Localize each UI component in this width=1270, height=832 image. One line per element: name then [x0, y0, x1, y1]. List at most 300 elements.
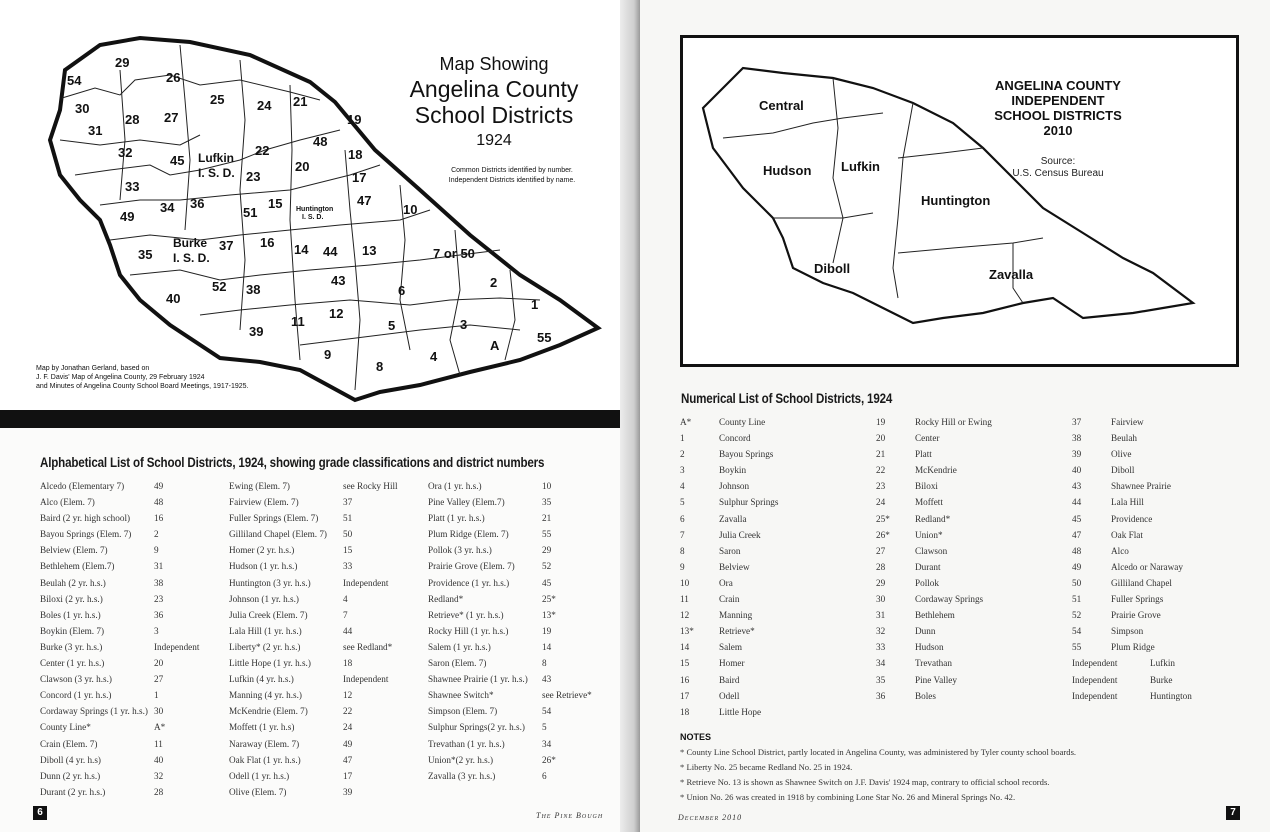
- map-1924-year: 1924: [476, 132, 512, 149]
- list-cell-secondary: 10: [542, 481, 552, 491]
- list-cell-primary: Independent: [1072, 658, 1118, 669]
- district-label: 44: [323, 244, 338, 259]
- left-page: [0, 0, 632, 832]
- list-cell-primary: Shawnee Prairie (1 yr. h.s.): [428, 674, 528, 685]
- isd-2010-labels: [759, 98, 1034, 282]
- map-1924-note-independent: Independent Districts identified by name.: [448, 177, 576, 184]
- district-label: 12: [329, 306, 344, 321]
- list-cell-primary: Burke (3 yr. h.s.): [40, 641, 103, 652]
- list-cell-primary: 16: [680, 674, 690, 685]
- list-row: [229, 703, 428, 719]
- notes-section: [680, 730, 1076, 805]
- district-label: 19: [347, 112, 362, 127]
- list-cell-secondary: Boykin: [719, 465, 747, 476]
- list-cell-secondary: McKendrie: [915, 465, 957, 476]
- list-row: [229, 478, 428, 494]
- list-cell-primary: 44: [1072, 497, 1082, 508]
- list-row: [229, 607, 428, 623]
- list-row: [1072, 623, 1250, 639]
- list-cell-secondary: Fuller Springs: [1111, 594, 1164, 605]
- list-cell-primary: Lala Hill (1 yr. h.s.): [229, 625, 302, 636]
- burke-isd-label: Burke: [173, 236, 208, 250]
- district-label: 11: [291, 314, 305, 329]
- district-label: 34: [160, 200, 175, 215]
- list-row: [229, 494, 428, 510]
- list-cell-primary: 11: [680, 594, 689, 605]
- list-cell-secondary: 4: [343, 593, 348, 604]
- district-label: 47: [357, 193, 372, 208]
- note-item: * Retrieve No. 13 is shown as Shawnee Switch on J.F. Davis' 1924 map, contrary to official school records.: [680, 777, 1050, 787]
- list-cell-secondary: Fairview: [1111, 417, 1144, 427]
- list-cell-primary: Fairview (Elem. 7): [229, 497, 299, 508]
- list-cell-secondary: Independent: [154, 641, 200, 652]
- list-row: [1072, 607, 1250, 623]
- district-label: 18: [348, 147, 363, 162]
- district-label: 26: [166, 70, 181, 85]
- list-row: [876, 655, 1065, 671]
- map-credit-line1: Map by Jonathan Gerland, based on: [36, 365, 150, 372]
- list-cell-secondary: Oak Flat: [1111, 529, 1143, 540]
- list-row: [1072, 655, 1250, 671]
- list-cell-secondary: 12: [343, 690, 353, 701]
- list-row: [680, 414, 869, 430]
- list-cell-primary: Julia Creek (Elem. 7): [229, 609, 308, 620]
- list-cell-secondary: Prairie Grove: [1111, 610, 1161, 621]
- isd-label-huntington: Huntington: [921, 193, 991, 208]
- list-row: [428, 671, 617, 687]
- list-cell-secondary: Redland*: [915, 513, 951, 524]
- list-row: [876, 591, 1065, 607]
- list-row: [680, 688, 869, 704]
- alphabetical-column-2: [229, 478, 428, 800]
- list-row: [229, 671, 428, 687]
- list-cell-secondary: Simpson: [1111, 626, 1144, 637]
- district-label: 23: [246, 169, 261, 184]
- list-cell-secondary: 29: [542, 545, 552, 556]
- map-1924-title-line3: School Districts: [414, 102, 574, 128]
- list-row: [680, 655, 869, 671]
- list-cell-secondary: 17: [343, 770, 353, 781]
- list-cell-secondary: 34: [542, 738, 552, 749]
- map-2010-title-line1: ANGELINA COUNTY: [995, 78, 1121, 93]
- list-row: [1072, 462, 1250, 478]
- list-row: [680, 430, 869, 446]
- list-row: [229, 752, 428, 768]
- list-cell-secondary: Julia Creek: [719, 529, 761, 540]
- list-cell-primary: 9: [680, 561, 685, 572]
- list-cell-secondary: 2: [154, 529, 159, 540]
- list-cell-primary: Liberty* (2 yr. h.s.): [229, 641, 301, 652]
- list-cell-secondary: Platt: [915, 449, 932, 460]
- list-cell-secondary: Trevathan: [915, 658, 952, 669]
- map-2010-source: U.S. Census Bureau: [1012, 168, 1104, 179]
- list-cell-secondary: 38: [154, 577, 164, 588]
- list-row: [680, 672, 869, 688]
- list-row: [428, 623, 617, 639]
- list-cell-secondary: 51: [343, 513, 353, 524]
- list-cell-primary: 15: [680, 658, 690, 669]
- list-cell-secondary: Boles: [915, 690, 936, 701]
- list-row: [428, 655, 617, 671]
- list-cell-secondary: 44: [343, 625, 353, 636]
- list-row: [876, 478, 1065, 494]
- map-1924-note-common: Common Districts identified by number.: [451, 167, 573, 174]
- list-cell-secondary: Lala Hill: [1111, 497, 1144, 508]
- list-cell-primary: Shawnee Switch*: [428, 690, 494, 701]
- list-cell-primary: Manning (4 yr. h.s.): [229, 690, 302, 701]
- list-cell-secondary: Odell: [719, 690, 740, 701]
- list-row: [428, 494, 617, 510]
- list-row: [428, 542, 617, 558]
- list-cell-primary: Concord (1 yr. h.s.): [40, 690, 112, 701]
- list-cell-primary: 45: [1072, 513, 1082, 524]
- district-label: 32: [118, 145, 133, 160]
- list-row: [680, 607, 869, 623]
- list-cell-primary: 7: [680, 529, 685, 540]
- map-1924-title-line1: Map Showing: [439, 54, 549, 74]
- list-row: [229, 591, 428, 607]
- district-label: 21: [293, 94, 308, 109]
- list-row: [680, 591, 869, 607]
- list-row: [428, 510, 617, 526]
- list-cell-primary: Olive (Elem. 7): [229, 786, 287, 797]
- list-cell-primary: Plum Ridge (Elem. 7): [428, 529, 509, 540]
- list-cell-secondary: Rocky Hill or Ewing: [915, 417, 992, 427]
- list-row: [876, 559, 1065, 575]
- list-cell-secondary: Huntington: [1150, 690, 1192, 701]
- list-cell-primary: 48: [1072, 545, 1082, 556]
- list-cell-primary: Independent: [1072, 674, 1118, 685]
- list-cell-primary: Trevathan (1 yr. h.s.): [428, 738, 505, 749]
- list-cell-primary: 10: [680, 577, 690, 588]
- list-cell-secondary: 13*: [542, 609, 556, 620]
- right-page-footer: December 2010: [678, 813, 743, 822]
- list-cell-primary: 55: [1072, 642, 1082, 653]
- isd-label-zavalla: Zavalla: [989, 267, 1034, 282]
- list-row: [1072, 688, 1250, 704]
- list-cell-secondary: 9: [154, 545, 159, 556]
- list-row: [428, 607, 617, 623]
- map-credit-line3: and Minutes of Angelina County School Board Meetings, 1917-1925.: [36, 383, 249, 390]
- list-cell-primary: Union*(2 yr. h.s.): [428, 754, 494, 765]
- list-cell-primary: Fuller Springs (Elem. 7): [229, 513, 319, 524]
- list-cell-secondary: Baird: [719, 674, 740, 685]
- list-cell-primary: Pollok (3 yr. h.s.): [428, 545, 492, 556]
- list-cell-primary: 26*: [876, 529, 890, 540]
- list-cell-secondary: 20: [154, 658, 164, 669]
- list-cell-primary: 13*: [680, 626, 694, 637]
- list-cell-secondary: 49: [343, 738, 353, 749]
- map-1924-title-line2: Angelina County: [409, 76, 579, 102]
- list-row: [229, 655, 428, 671]
- numerical-column-1: [680, 414, 869, 720]
- list-row: [428, 575, 617, 591]
- district-label: 3: [460, 317, 468, 332]
- isd-label-lufkin: Lufkin: [841, 159, 880, 174]
- list-row: [40, 607, 229, 623]
- list-cell-secondary: Center: [915, 433, 940, 444]
- list-cell-primary: 12: [680, 610, 690, 621]
- notes-title: NOTES: [680, 732, 712, 742]
- list-cell-primary: 38: [1072, 433, 1082, 444]
- list-row: [40, 719, 229, 735]
- list-row: [40, 526, 229, 542]
- list-cell-secondary: Cordaway Springs: [915, 594, 984, 605]
- district-label: 49: [120, 209, 135, 224]
- list-cell-primary: Boles (1 yr. h.s.): [40, 609, 101, 620]
- right-page-number: 7: [1226, 806, 1240, 820]
- list-cell-secondary: Olive: [1111, 449, 1132, 460]
- numerical-column-3: [1072, 414, 1250, 704]
- list-cell-secondary: see Rocky Hill: [343, 481, 398, 491]
- list-row: [229, 575, 428, 591]
- list-cell-primary: 36: [876, 690, 886, 701]
- list-row: [40, 623, 229, 639]
- list-row: [229, 639, 428, 655]
- lufkin-isd-label: Lufkin: [198, 151, 234, 165]
- map-2010-title-line2: INDEPENDENT: [1011, 93, 1105, 108]
- list-row: [1072, 446, 1250, 462]
- map-2010-title-line3: SCHOOL DISTRICTS: [994, 108, 1122, 123]
- list-cell-primary: Diboll (4 yr. h.s): [40, 754, 101, 765]
- list-cell-primary: Simpson (Elem. 7): [428, 706, 498, 717]
- list-cell-secondary: Homer: [719, 658, 745, 669]
- list-cell-primary: Redland*: [428, 593, 464, 604]
- list-cell-primary: Gilliland Chapel (Elem. 7): [229, 529, 327, 540]
- list-row: [680, 575, 869, 591]
- list-cell-primary: 27: [876, 545, 886, 556]
- list-row: [1072, 478, 1250, 494]
- list-cell-primary: 24: [876, 497, 886, 508]
- left-page-number: 6: [33, 806, 47, 820]
- list-cell-primary: Oak Flat (1 yr. h.s.): [229, 754, 301, 765]
- district-label: 8: [376, 359, 384, 374]
- list-cell-secondary: 22: [343, 706, 353, 717]
- list-cell-secondary: Burke: [1150, 674, 1173, 685]
- list-cell-secondary: Sulphur Springs: [719, 497, 779, 508]
- district-label: 40: [166, 291, 181, 306]
- lufkin-isd-sub: I. S. D.: [198, 166, 235, 180]
- list-cell-secondary: Independent: [343, 577, 389, 588]
- list-cell-secondary: Johnson: [719, 481, 750, 492]
- list-cell-primary: 6: [680, 513, 685, 524]
- list-row: [229, 784, 428, 800]
- note-item: * County Line School District, partly located in Angelina County, was administered by Tyler county school boards.: [680, 747, 1077, 757]
- list-row: [680, 511, 869, 527]
- list-cell-primary: 2: [680, 449, 685, 460]
- list-row: [40, 575, 229, 591]
- list-row: [1072, 527, 1250, 543]
- list-cell-primary: 34: [876, 658, 886, 669]
- list-row: [680, 559, 869, 575]
- list-cell-secondary: Ora: [719, 577, 733, 588]
- note-item: * Union No. 26 was created in 1918 by combining Lone Star No. 26 and Mineral Springs No. 42.: [680, 792, 1016, 802]
- list-cell-primary: Sulphur Springs(2 yr. h.s.): [428, 722, 525, 733]
- list-row: [40, 784, 229, 800]
- list-cell-primary: Providence (1 yr. h.s.): [428, 577, 510, 588]
- list-cell-secondary: 15: [343, 545, 353, 556]
- list-row: [428, 703, 617, 719]
- list-cell-primary: 23: [876, 481, 886, 492]
- district-label: 15: [268, 196, 283, 211]
- list-cell-primary: 28: [876, 561, 886, 572]
- list-cell-primary: Dunn (2 yr. h.s.): [40, 770, 101, 781]
- list-cell-primary: 52: [1072, 610, 1082, 621]
- list-row: [40, 494, 229, 510]
- list-cell-secondary: 43: [542, 674, 552, 685]
- list-row: [680, 527, 869, 543]
- list-cell-primary: 30: [876, 594, 886, 605]
- list-row: [1072, 543, 1250, 559]
- huntington-isd-sub: I. S. D.: [302, 214, 324, 221]
- list-cell-secondary: 14: [542, 641, 552, 652]
- map-1924-svg: [0, 0, 625, 410]
- map-2010-svg: [683, 38, 1236, 364]
- list-cell-secondary: Pollok: [915, 577, 939, 588]
- list-row: [428, 687, 617, 703]
- district-label: 13: [362, 243, 377, 258]
- list-cell-primary: Cordaway Springs (1 yr. h.s.): [40, 706, 148, 717]
- list-cell-secondary: 49: [154, 481, 164, 491]
- list-cell-primary: 14: [680, 642, 690, 653]
- map-2010-source-label: Source:: [1040, 156, 1076, 167]
- list-cell-primary: 21: [876, 449, 886, 460]
- list-row: [40, 687, 229, 703]
- list-row: [1072, 559, 1250, 575]
- list-cell-primary: Huntington (3 yr. h.s.): [229, 577, 311, 588]
- district-label: 55: [537, 330, 552, 345]
- numerical-list-heading: Numerical List of School Districts, 1924: [681, 391, 893, 406]
- list-cell-primary: 18: [680, 706, 690, 717]
- list-cell-secondary: 27: [154, 674, 164, 685]
- district-label: 33: [125, 179, 140, 194]
- list-cell-primary: Homer (2 yr. h.s.): [229, 545, 295, 556]
- list-cell-secondary: Dunn: [915, 626, 936, 637]
- list-cell-primary: Alco (Elem. 7): [40, 497, 95, 508]
- list-cell-secondary: Union*: [915, 529, 943, 540]
- list-cell-primary: 43: [1072, 481, 1082, 492]
- list-cell-primary: A*: [680, 417, 692, 427]
- list-row: [40, 671, 229, 687]
- district-label: 52: [212, 279, 227, 294]
- list-row: [876, 672, 1065, 688]
- list-cell-secondary: Independent: [343, 674, 389, 685]
- list-row: [229, 558, 428, 574]
- list-row: [229, 719, 428, 735]
- list-row: [40, 736, 229, 752]
- list-cell-secondary: Gilliland Chapel: [1111, 577, 1172, 588]
- district-label: 39: [249, 324, 264, 339]
- list-row: [428, 478, 617, 494]
- list-cell-secondary: 19: [542, 625, 552, 636]
- district-label: 28: [125, 112, 140, 127]
- list-cell-primary: 50: [1072, 577, 1082, 588]
- list-cell-secondary: 16: [154, 513, 164, 524]
- list-cell-primary: 8: [680, 545, 685, 556]
- list-row: [680, 462, 869, 478]
- list-cell-primary: Ora (1 yr. h.s.): [428, 481, 482, 491]
- district-label: 6: [398, 283, 406, 298]
- district-label: 27: [164, 110, 179, 125]
- list-row: [1072, 672, 1250, 688]
- map-2010-title: [994, 78, 1122, 138]
- district-label: 30: [75, 101, 90, 116]
- list-row: [876, 688, 1065, 704]
- list-cell-primary: Belview (Elem. 7): [40, 545, 108, 556]
- district-label: 14: [294, 242, 309, 257]
- list-cell-primary: Prairie Grove (Elem. 7): [428, 561, 515, 572]
- district-label: 54: [67, 73, 82, 88]
- list-cell-secondary: Clawson: [915, 545, 948, 556]
- list-cell-secondary: 5: [542, 722, 547, 733]
- list-cell-secondary: 50: [343, 529, 353, 540]
- burke-isd-sub: I. S. D.: [173, 251, 210, 265]
- district-label: 2: [490, 275, 498, 290]
- list-cell-secondary: 39: [343, 786, 353, 797]
- list-row: [428, 526, 617, 542]
- list-cell-secondary: 37: [343, 497, 353, 508]
- district-label: 24: [257, 98, 272, 113]
- list-cell-secondary: Crain: [719, 594, 740, 605]
- list-row: [40, 752, 229, 768]
- list-row: [876, 623, 1065, 639]
- list-cell-secondary: see Redland*: [343, 641, 393, 652]
- list-cell-secondary: 31: [154, 561, 164, 572]
- list-cell-primary: 4: [680, 481, 685, 492]
- list-row: [40, 558, 229, 574]
- list-cell-secondary: 18: [343, 658, 353, 669]
- list-cell-secondary: see Retrieve*: [542, 690, 592, 701]
- list-cell-primary: 49: [1072, 561, 1082, 572]
- map-2010-year: 2010: [1043, 123, 1073, 138]
- list-row: [876, 607, 1065, 623]
- list-row: [1072, 639, 1250, 655]
- list-row: [876, 543, 1065, 559]
- list-cell-secondary: 7: [343, 609, 348, 620]
- list-cell-secondary: Plum Ridge: [1111, 642, 1155, 653]
- list-cell-secondary: 28: [154, 786, 164, 797]
- list-cell-primary: Crain (Elem. 7): [40, 738, 98, 749]
- list-cell-secondary: Retrieve*: [719, 626, 755, 637]
- list-row: [1072, 511, 1250, 527]
- list-row: [876, 527, 1065, 543]
- list-cell-secondary: 33: [343, 561, 353, 572]
- list-cell-secondary: Beulah: [1111, 433, 1138, 444]
- list-cell-secondary: 8: [542, 658, 547, 669]
- list-cell-secondary: 30: [154, 706, 164, 717]
- alphabetical-column-1: [40, 478, 229, 800]
- list-row: [40, 510, 229, 526]
- isd-label-diboll: Diboll: [814, 261, 851, 276]
- list-row: [1072, 575, 1250, 591]
- list-row: [680, 639, 869, 655]
- district-label: 10: [403, 202, 418, 217]
- district-label: 1: [531, 297, 539, 312]
- list-cell-secondary: County Line: [719, 417, 766, 427]
- list-cell-secondary: Pine Valley: [915, 674, 957, 685]
- list-row: [876, 511, 1065, 527]
- list-cell-secondary: Shawnee Prairie: [1111, 481, 1171, 492]
- list-cell-primary: Boykin (Elem. 7): [40, 625, 105, 636]
- list-cell-primary: Platt (1 yr. h.s.): [428, 513, 485, 524]
- list-row: [680, 478, 869, 494]
- huntington-isd-label: Huntington: [296, 206, 334, 213]
- list-cell-secondary: Biloxi: [915, 481, 938, 492]
- list-cell-primary: Salem (1 yr. h.s.): [428, 641, 491, 652]
- list-row: [680, 494, 869, 510]
- district-label: 45: [170, 153, 185, 168]
- list-row: [229, 623, 428, 639]
